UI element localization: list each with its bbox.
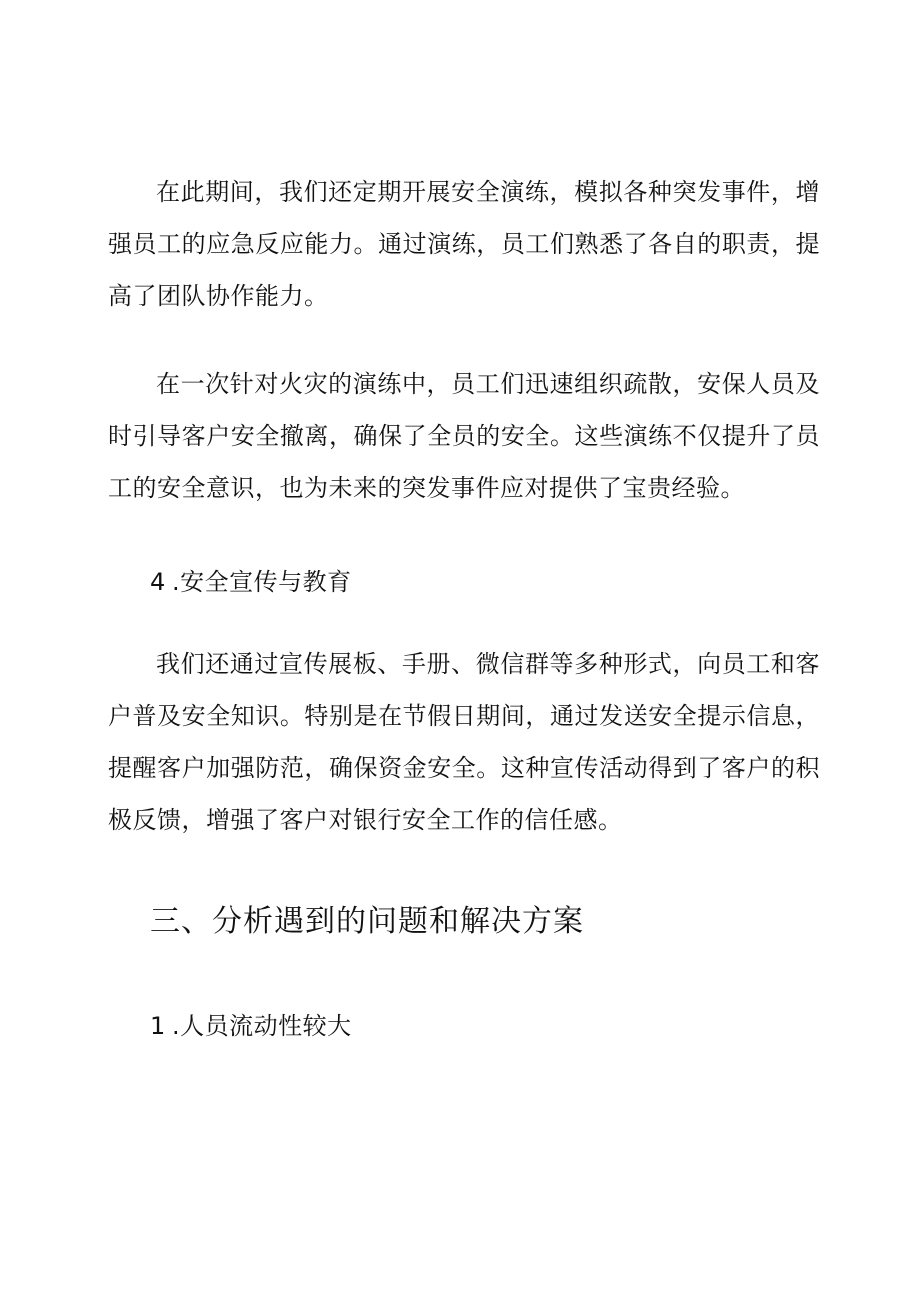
subheading-number: 4 [150, 568, 166, 596]
paragraph-fire-drill: 在一次针对火灾的演练中，员工们迅速组织疏散，安保人员及时引导客户安全撤离，确保了全员的安全。这些演练不仅提升了员工的安全意识，也为未来的突发事件应对提供了宝贵经验。 [108, 370, 820, 502]
subheading-title: .人员流动性较大 [172, 1012, 352, 1040]
paragraph-safety-drills: 在此期间，我们还定期开展安全演练，模拟各种突发事件，增强员工的应急反应能力。通过演练，员工们熟悉了各自的职责，提高了团队协作能力。 [108, 178, 820, 310]
section-heading-problems: 三、分析遇到的问题和解决方案 [150, 904, 584, 939]
subheading-number: 1 [150, 1012, 166, 1040]
subheading-title: .安全宣传与教育 [172, 568, 352, 596]
paragraph-safety-promotion: 我们还通过宣传展板、手册、微信群等多种形式，向员工和客户普及安全知识。特别是在节假日期间，通过发送安全提示信息，提醒客户加强防范，确保资金安全。这种宣传活动得到了客户的积极反馈，增强了客户对银行安全工作的信任感。 [108, 650, 820, 834]
subheading-staff-turnover [150, 1006, 352, 1046]
subheading-safety-education [150, 562, 352, 602]
